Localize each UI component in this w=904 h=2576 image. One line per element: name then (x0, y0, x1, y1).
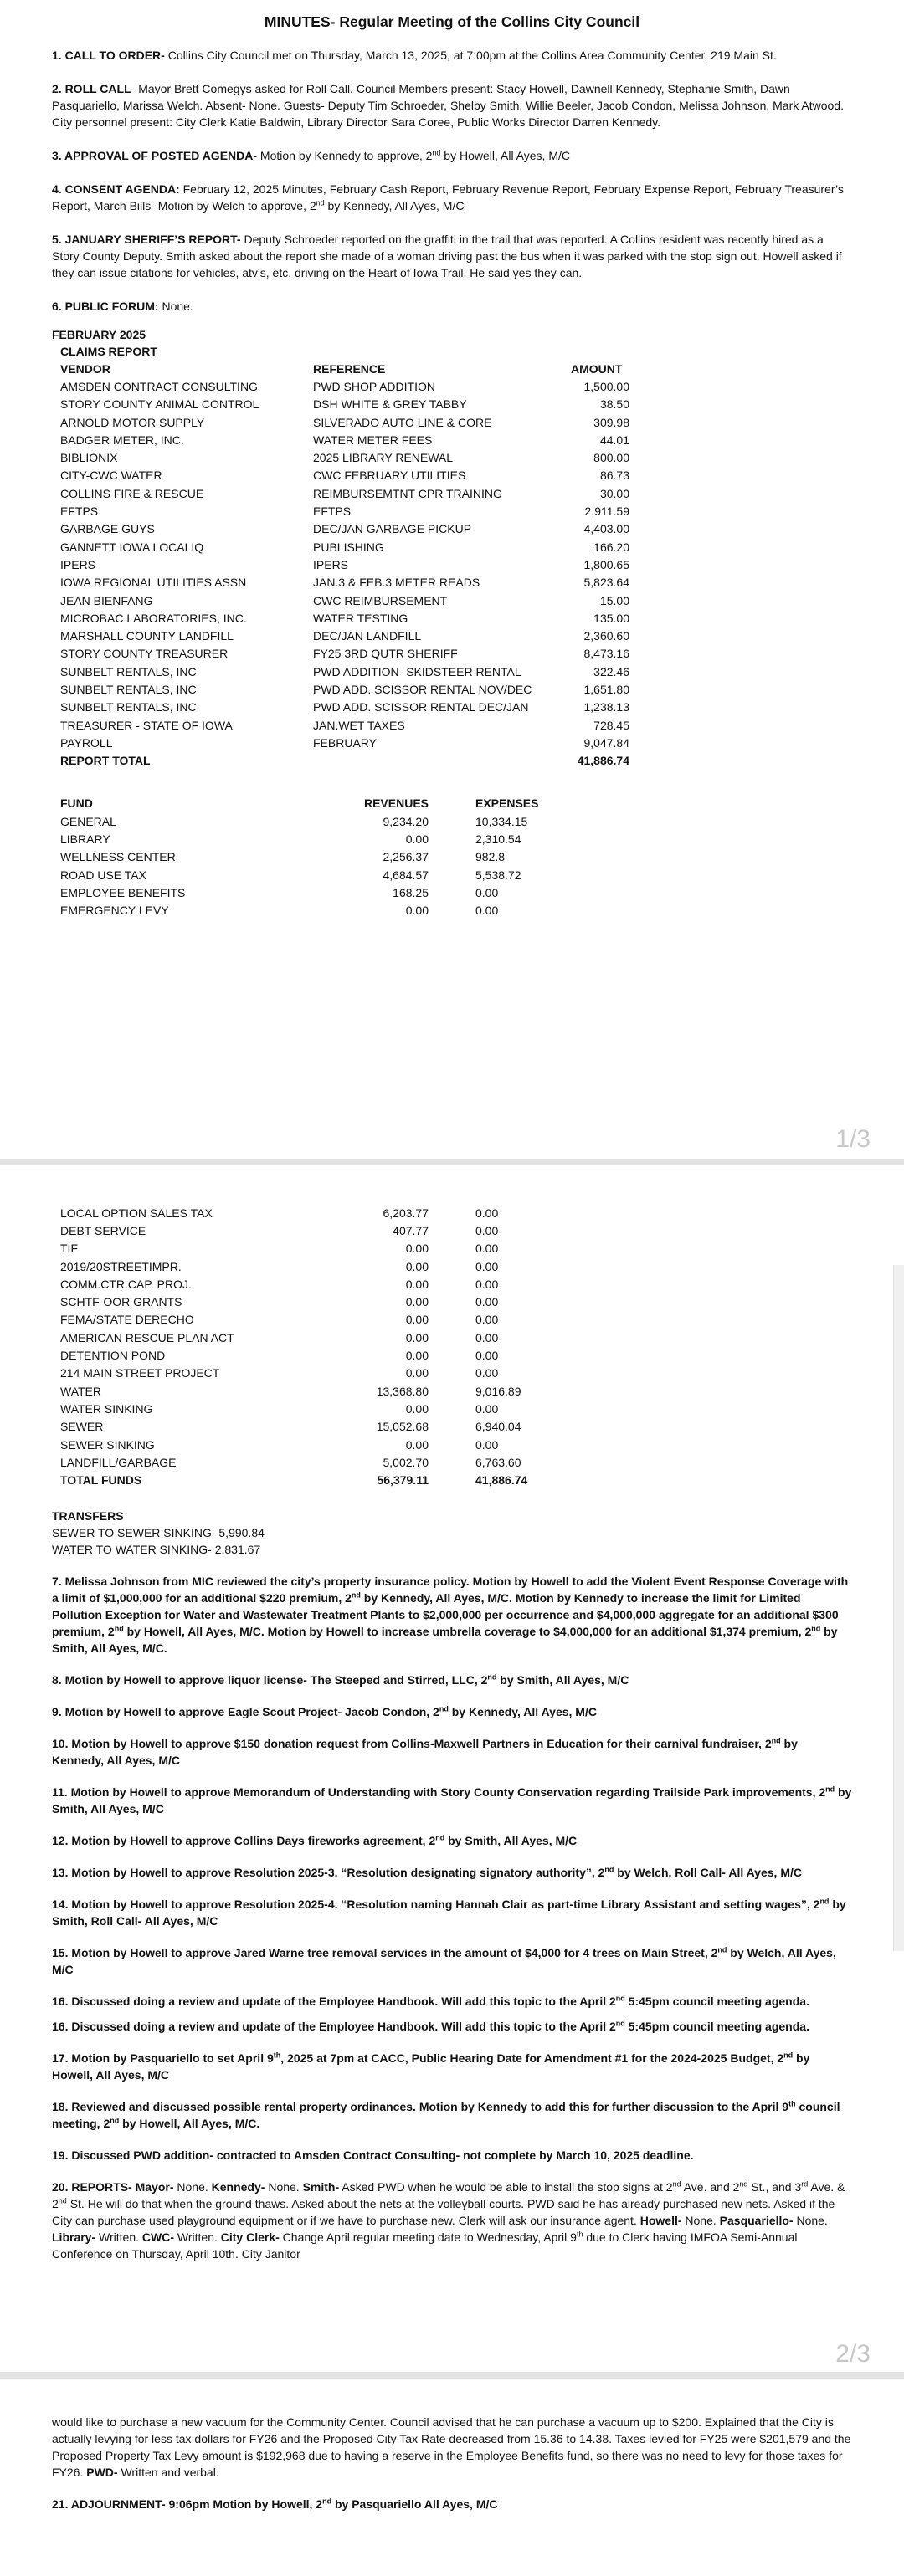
claim-vendor: IOWA REGIONAL UTILITIES ASSN (60, 576, 247, 590)
roll-call: 2. ROLL CALL- Mayor Brett Comegys asked for Roll Call. Council Members present: Stacy Howell, Dawnell Kennedy, Stephanie Smith, Dawn Pasquariello, Marissa Welch. Absent- None. Guests- Deputy Tim Schroeder, Shelby Smith, Willie Beeler, Jacob Condon, Melissa Johnson, Mark Atwood. City personnel present: City Clerk Katie Baldwin, Library Director Sara Coree, Public Works Director Darren Kennedy. (52, 82, 844, 129)
total-funds-expenses: 41,886.74 (475, 1473, 528, 1488)
expenses-header: EXPENSES (475, 796, 539, 811)
claim-vendor: COLLINS FIRE & RESCUE (60, 486, 204, 500)
revenues-header: REVENUES (363, 796, 429, 811)
fund-revenues: 4,684.57 (383, 868, 429, 882)
claim-reference: PWD ADD. SCISSOR RENTAL DEC/JAN (313, 700, 529, 714)
claim-vendor: STORY COUNTY TREASURER (60, 647, 229, 661)
fund-row (60, 1365, 604, 1382)
claim-reference: JAN.WET TAXES (313, 718, 405, 732)
fund-row (60, 1204, 604, 1221)
fund-name: LANDFILL/GARBAGE (60, 1455, 177, 1469)
reports: 20. REPORTS- Mayor- None. Kennedy- None. Smith- Asked PWD when he would be able to install the stop signs at 2nd Ave. and 2nd St., and 3rd Ave. & 2nd St. He will do that when the ground thaws. Asked about the nets at the volleyball courts. PWD said he has already purchased new nets. Asked if the City can purchase used playground equipment or if we have to purchase new. Clerk will ask our insurance agent. Howell- None. Pasquariello- None. Library- Written. CWC- Written. City Clerk- Change April regular meeting date to Wednesday, April 9th due to Clerk having IMFOA Semi-Annual Conference on Thursday, April 10th. City Janitor (52, 2179, 845, 2261)
fund-expenses: 982.8 (475, 850, 506, 864)
claim-reference: PUBLISHING (313, 540, 384, 554)
fund-row (60, 1257, 604, 1275)
claim-vendor: AMSDEN CONTRACT CONSULTING (60, 379, 258, 393)
fund-row (60, 848, 604, 866)
claim-amount: 86.73 (599, 469, 629, 483)
claim-reference: 2025 LIBRARY RENEWAL (313, 451, 454, 465)
fund-name: GENERAL (60, 814, 116, 828)
scrollbar[interactable] (893, 1265, 904, 1951)
transfer-water: WATER TO WATER SINKING- 2,831.67 (52, 1542, 261, 1556)
fund-expenses: 0.00 (475, 1259, 499, 1273)
fund-expenses: 0.00 (475, 1277, 499, 1291)
claim-amount: 8,473.16 (583, 647, 629, 661)
fund-name: DEBT SERVICE (60, 1223, 146, 1237)
transfer-sewer: SEWER TO SEWER SINKING- 5,990.84 (52, 1525, 265, 1539)
claim-reference: WATER METER FEES (313, 433, 433, 447)
claim-vendor: ARNOLD MOTOR SUPPLY (60, 415, 205, 429)
approval-of-agenda: 3. APPROVAL OF POSTED AGENDA- Motion by Kennedy to approve, 2nd by Howell, All Ayes, M/C (52, 148, 570, 162)
fund-revenues: 9,234.20 (383, 814, 429, 828)
fund-expenses: 0.00 (475, 1313, 499, 1327)
claims-row (60, 396, 629, 413)
claims-row (60, 663, 629, 680)
fund-revenues: 0.00 (405, 1277, 429, 1291)
claim-amount: 135.00 (593, 611, 629, 625)
fund-name: COMM.CTR.CAP. PROJ. (60, 1277, 192, 1291)
motion-10: 10. Motion by Howell to approve $150 donation request from Collins-Maxwell Partners in Education for their carnival fundraiser, 2nd by Kennedy, All Ayes, M/C (52, 1736, 798, 1767)
public-forum: 6. PUBLIC FORUM: None. (52, 300, 193, 313)
page-2-content (52, 1204, 852, 2262)
fund-expenses: 6,763.60 (475, 1455, 521, 1469)
claims-row (60, 377, 629, 395)
fund-row (60, 1275, 604, 1293)
adjournment: 21. ADJOURNMENT- 9:06pm Motion by Howell, 2nd by Pasquariello All Ayes, M/C (52, 2497, 498, 2511)
fund-name: EMERGENCY LEVY (60, 904, 169, 918)
reports-continued: would like to purchase a new vacuum for the Community Center. Council advised that he can purchase a vacuum up to $200. Explained that the City is actually levying for less tax dollars for FY26 and the Proposed City Tax Rate decreased from 15.36 to 14.38. Taxes levied for FY25 were $201,579 and the Proposed Property Tax Levy amount is $192,968 due to having a reserve in the Employee Benefits fund, so there was no need to levy for those taxes for FY26. PWD- Written and verbal. (52, 2415, 851, 2479)
claim-amount: 2,911.59 (584, 504, 629, 519)
claim-vendor: IPERS (60, 557, 96, 571)
motion-8: 8. Motion by Howell to approve liquor license- The Steeped and Stirred, LLC, 2nd by Smith, All Ayes, M/C (52, 1672, 629, 1687)
claims-row (60, 520, 629, 538)
amount-header: AMOUNT (571, 361, 623, 376)
claim-amount: 1,651.80 (583, 682, 629, 696)
claim-amount: 309.98 (593, 415, 629, 429)
fund-expenses: 6,940.04 (475, 1420, 521, 1434)
fund-expenses: 9,016.89 (475, 1384, 521, 1398)
claim-reference: IPERS (313, 557, 349, 571)
motion-11: 11. Motion by Howell to approve Memorandum of Understanding with Story County Conservation regarding Trailside Park improvements, 2nd by Smith, All Ayes, M/C (52, 1785, 852, 1815)
fund-name: EMPLOYEE BENEFITS (60, 885, 186, 899)
claims-row (60, 502, 629, 520)
claim-reference: PWD ADD. SCISSOR RENTAL NOV/DEC (313, 682, 532, 696)
claim-vendor: JEAN BIENFANG (60, 593, 153, 607)
document-page-1 (0, 0, 904, 1159)
claim-amount: 4,403.00 (583, 522, 629, 536)
claim-amount: 2,360.60 (583, 629, 629, 643)
fund-name: ROAD USE TAX (60, 868, 146, 882)
fund-row (60, 1346, 604, 1364)
fund-row (60, 830, 604, 848)
claim-amount: 5,823.64 (583, 576, 629, 590)
claims-row (60, 556, 629, 573)
claim-reference: FEBRUARY (313, 735, 377, 750)
funds-rows-page-1 (60, 812, 604, 919)
fund-row (60, 1311, 604, 1329)
reference-header: REFERENCE (313, 361, 386, 376)
claim-vendor: BADGER METER, INC. (60, 433, 184, 447)
claims-row (60, 431, 629, 448)
claim-reference: CWC REIMBURSEMENT (313, 593, 448, 607)
claims-row (60, 448, 629, 466)
fund-name: TIF (60, 1242, 78, 1256)
fund-expenses: 0.00 (475, 1330, 499, 1344)
fund-row (60, 866, 604, 883)
fund-expenses: 10,334.15 (475, 814, 528, 828)
fund-revenues: 0.00 (405, 1366, 429, 1380)
funds-header-row (60, 795, 604, 812)
claims-row (60, 609, 629, 627)
claims-row (60, 574, 629, 592)
page-number-1: 1/3 (835, 1125, 871, 1153)
fund-revenues: 0.00 (405, 1259, 429, 1273)
fund-revenues: 0.00 (405, 1437, 429, 1452)
document-page-3 (0, 2379, 904, 2576)
claims-total-row (60, 752, 629, 770)
fund-row (60, 812, 604, 830)
claim-reference: FY25 3RD QUTR SHERIFF (313, 647, 458, 661)
claims-row (60, 484, 629, 502)
item-16-second: 16. Discussed doing a review and update of the Employee Handbook. Will add this topic to the April 2nd 5:45pm council meeting agenda. (52, 2019, 809, 2033)
fund-revenues: 2,256.37 (383, 850, 429, 864)
claims-row (60, 645, 629, 663)
fund-revenues: 0.00 (405, 904, 429, 918)
total-funds-row (60, 1471, 604, 1488)
fund-name: 2019/20STREETIMPR. (60, 1259, 182, 1273)
call-to-order: 1. CALL TO ORDER- Collins City Council met on Thursday, March 13, 2025, at 7:00pm at the Collins Area Community Center, 219 Main St. (52, 49, 777, 62)
claim-reference: PWD ADDITION- SKIDSTEER RENTAL (313, 664, 521, 679)
claims-row (60, 538, 629, 556)
claim-reference: PWD SHOP ADDITION (313, 379, 435, 393)
page-separator (0, 1159, 904, 1165)
fund-name: LIBRARY (60, 832, 110, 847)
claim-amount: 38.50 (599, 397, 629, 412)
claim-reference: DEC/JAN GARBAGE PICKUP (313, 522, 472, 536)
fund-name: WELLNESS CENTER (60, 850, 176, 864)
fund-row (60, 1400, 604, 1417)
motions (52, 1573, 852, 2164)
claim-vendor: GARBAGE GUYS (60, 522, 155, 536)
fund-expenses: 0.00 (475, 1366, 499, 1380)
motion-9: 9. Motion by Howell to approve Eagle Scout Project- Jacob Condon, 2nd by Kennedy, All Ayes, M/C (52, 1704, 597, 1718)
fund-name: SEWER (60, 1420, 104, 1434)
motion-17: 17. Motion by Pasquariello to set April 9th, 2025 at 7pm at CACC, Public Hearing Date for Amendment #1 for the 2024-2025 Budget, 2nd by Howell, All Ayes, M/C (52, 2051, 810, 2082)
claims-row (60, 680, 629, 698)
fund-revenues: 407.77 (393, 1223, 429, 1237)
fund-revenues: 0.00 (405, 1242, 429, 1256)
fund-row (60, 883, 604, 901)
vendor-header: VENDOR (60, 361, 110, 376)
fund-expenses: 0.00 (475, 904, 499, 918)
transfers-heading: TRANSFERS (52, 1508, 124, 1523)
fund-expenses: 0.00 (475, 1401, 499, 1416)
fund-revenues: 0.00 (405, 1313, 429, 1327)
total-funds-revenues: 56,379.11 (377, 1473, 429, 1488)
fund-row (60, 1329, 604, 1346)
sheriff-report: 5. JANUARY SHERIFF’S REPORT- Deputy Schroeder reported on the graffiti in the trail that was reported. A Collins resident was recently hired as a Story County Deputy. Smith asked about the report she made of a woman driving past the bus when it was parked with the stop sign out. Howell asked if they can issue citations for vehicles, atv’s, etc. driving on the Heart of Iowa Trail. He said yes they can. (52, 233, 842, 279)
fund-row (60, 1436, 604, 1453)
fund-name: WATER (60, 1384, 101, 1398)
claim-amount: 800.00 (593, 451, 629, 465)
claims-rows (60, 377, 629, 751)
claims-heading: CLAIMS REPORT (60, 345, 157, 358)
fund-name: WATER SINKING (60, 1401, 153, 1416)
claim-amount: 1,800.65 (583, 557, 629, 571)
fund-revenues: 6,203.77 (383, 1206, 429, 1220)
motion-12: 12. Motion by Howell to approve Collins Days fireworks agreement, 2nd by Smith, All Ayes, M/C (52, 1833, 578, 1847)
claim-reference: DSH WHITE & GREY TABBY (313, 397, 467, 412)
document-title: MINUTES- Regular Meeting of the Collins City Council (264, 13, 640, 30)
fund-expenses: 0.00 (475, 1223, 499, 1237)
page-3-content (52, 2414, 852, 2512)
claim-vendor: TREASURER - STATE OF IOWA (60, 718, 233, 732)
claim-amount: 322.46 (593, 664, 629, 679)
fund-row (60, 902, 604, 919)
motion-18: 18. Reviewed and discussed possible rental property ordinances. Motion by Kennedy to add this for further discussion to the April 9th council meeting, 2nd by Howell, All Ayes, M/C. (52, 2099, 840, 2130)
fund-name: SEWER SINKING (60, 1437, 155, 1452)
claim-amount: 15.00 (599, 593, 629, 607)
report-total-value: 41,886.74 (577, 754, 629, 768)
claim-amount: 1,238.13 (583, 700, 629, 714)
fund-revenues: 13,368.80 (376, 1384, 429, 1398)
fund-expenses: 0.00 (475, 1295, 499, 1309)
fund-revenues: 0.00 (405, 1330, 429, 1344)
fund-expenses: 0.00 (475, 885, 499, 899)
fund-revenues: 0.00 (405, 1349, 429, 1363)
fund-name: AMERICAN RESCUE PLAN ACT (60, 1330, 234, 1344)
fund-revenues: 15,052.68 (376, 1420, 429, 1434)
fund-row (60, 1382, 604, 1400)
claims-month: FEBRUARY 2025 (52, 328, 146, 341)
claim-vendor: MARSHALL COUNTY LANDFILL (60, 629, 234, 643)
fund-revenues: 0.00 (405, 1401, 429, 1416)
claim-reference: SILVERADO AUTO LINE & CORE (313, 415, 492, 429)
fund-revenues: 0.00 (405, 832, 429, 847)
claims-row (60, 699, 629, 716)
motion-15: 15. Motion by Howell to approve Jared Warne tree removal services in the amount of $4,000 for 4 trees on Main Street, 2nd by Welch, All Ayes, M/C (52, 1945, 836, 1976)
claim-amount: 1,500.00 (583, 379, 629, 393)
claims-row (60, 592, 629, 609)
claim-amount: 9,047.84 (583, 735, 629, 750)
fund-expenses: 0.00 (475, 1242, 499, 1256)
claim-vendor: CITY-CWC WATER (60, 469, 162, 483)
claim-vendor: SUNBELT RENTALS, INC (60, 700, 197, 714)
claim-vendor: BIBLIONIX (60, 451, 118, 465)
fund-revenues: 5,002.70 (383, 1455, 429, 1469)
item-16-first: 16. Discussed doing a review and update of the Employee Handbook. Will add this topic to the April 2nd 5:45pm council meeting agenda. (52, 1994, 809, 2008)
fund-name: FEMA/STATE DERECHO (60, 1313, 194, 1327)
claims-row (60, 627, 629, 644)
fund-header: FUND (60, 796, 93, 811)
claim-vendor: GANNETT IOWA LOCALIQ (60, 540, 204, 554)
fund-name: SCHTF-OOR GRANTS (60, 1295, 182, 1309)
document-page-2 (0, 1165, 904, 2372)
fund-expenses: 5,538.72 (475, 868, 521, 882)
claim-reference: EFTPS (313, 504, 352, 519)
page-number-2: 2/3 (835, 2340, 871, 2368)
claim-amount: 166.20 (593, 540, 629, 554)
claim-amount: 30.00 (599, 486, 629, 500)
claim-vendor: MICROBAC LABORATORIES, INC. (60, 611, 247, 625)
fund-name: LOCAL OPTION SALES TAX (60, 1206, 213, 1220)
fund-expenses: 0.00 (475, 1349, 499, 1363)
claim-amount: 44.01 (599, 433, 629, 447)
motion-7: 7. Melissa Johnson from MIC reviewed the city’s property insurance policy. Motion by Howell to add the Violent Event Response Coverage with a limit of $1,000,000 for an additional $220 premium, 2nd by Kennedy, All Ayes, M/C. Motion by Kennedy to increase the limit for Limited Pollution Exception for Water and Wastewater Treatment Plants to $2,000,000 per occurrence and $4,000,000 aggregate for an additional $300 premium, 2nd by Howell, All Ayes, M/C. Motion by Howell to increase umbrella coverage to $4,000,000 for an additional $1,374 premium, 2nd by Smith, All Ayes, M/C. (52, 1574, 849, 1655)
claim-amount: 728.45 (593, 718, 629, 732)
funds-table-page-1 (60, 795, 604, 919)
fund-row (60, 1221, 604, 1239)
fund-name: DETENTION POND (60, 1349, 166, 1363)
fund-row (60, 1453, 604, 1471)
claim-vendor: SUNBELT RENTALS, INC (60, 682, 197, 696)
fund-revenues: 168.25 (393, 885, 429, 899)
claims-table (60, 360, 629, 770)
fund-row (60, 1293, 604, 1310)
funds-table-page-2 (60, 1204, 604, 1489)
page-separator (0, 2372, 904, 2379)
item-19: 19. Discussed PWD addition- contracted to Amsden Contract Consulting- not complete by March 10, 2025 deadline. (52, 2148, 694, 2162)
page-1-content (52, 13, 852, 919)
claim-reference: REIMBURSEMTNT CPR TRAINING (313, 486, 502, 500)
total-funds-label: TOTAL FUNDS (60, 1473, 142, 1488)
claims-row (60, 734, 629, 751)
funds-rows-page-2 (60, 1204, 604, 1471)
consent-agenda: 4. CONSENT AGENDA: February 12, 2025 Minutes, February Cash Report, February Revenue Report, February Expense Report, February Treasurer’s Report, March Bills- Motion by Welch to approve, 2nd by Kennedy, All Ayes, M/C (52, 182, 844, 213)
claim-vendor: STORY COUNTY ANIMAL CONTROL (60, 397, 259, 412)
claims-row (60, 413, 629, 431)
fund-revenues: 0.00 (405, 1295, 429, 1309)
claim-vendor: PAYROLL (60, 735, 113, 750)
fund-expenses: 0.00 (475, 1206, 499, 1220)
fund-row (60, 1418, 604, 1436)
report-total-label: REPORT TOTAL (60, 754, 151, 768)
claim-reference: DEC/JAN LANDFILL (313, 629, 422, 643)
motion-14: 14. Motion by Howell to approve Resolution 2025-4. “Resolution naming Hannah Clair as part-time Library Assistant and setting wages”, 2nd by Smith, Roll Call- All Ayes, M/C (52, 1897, 846, 1928)
claim-reference: CWC FEBRUARY UTILITIES (313, 469, 466, 483)
claim-reference: JAN.3 & FEB.3 METER READS (313, 576, 480, 590)
claim-vendor: EFTPS (60, 504, 99, 519)
claims-row (60, 716, 629, 734)
claim-reference: WATER TESTING (313, 611, 408, 625)
motion-13: 13. Motion by Howell to approve Resolution 2025-3. “Resolution designating signatory authority”, 2nd by Welch, Roll Call- All Ayes, M/C (52, 1865, 802, 1879)
claim-vendor: SUNBELT RENTALS, INC (60, 664, 197, 679)
claims-header-row (60, 360, 629, 377)
claims-row (60, 467, 629, 484)
fund-name: 214 MAIN STREET PROJECT (60, 1366, 220, 1380)
fund-expenses: 2,310.54 (475, 832, 521, 847)
fund-expenses: 0.00 (475, 1437, 499, 1452)
fund-row (60, 1240, 604, 1257)
